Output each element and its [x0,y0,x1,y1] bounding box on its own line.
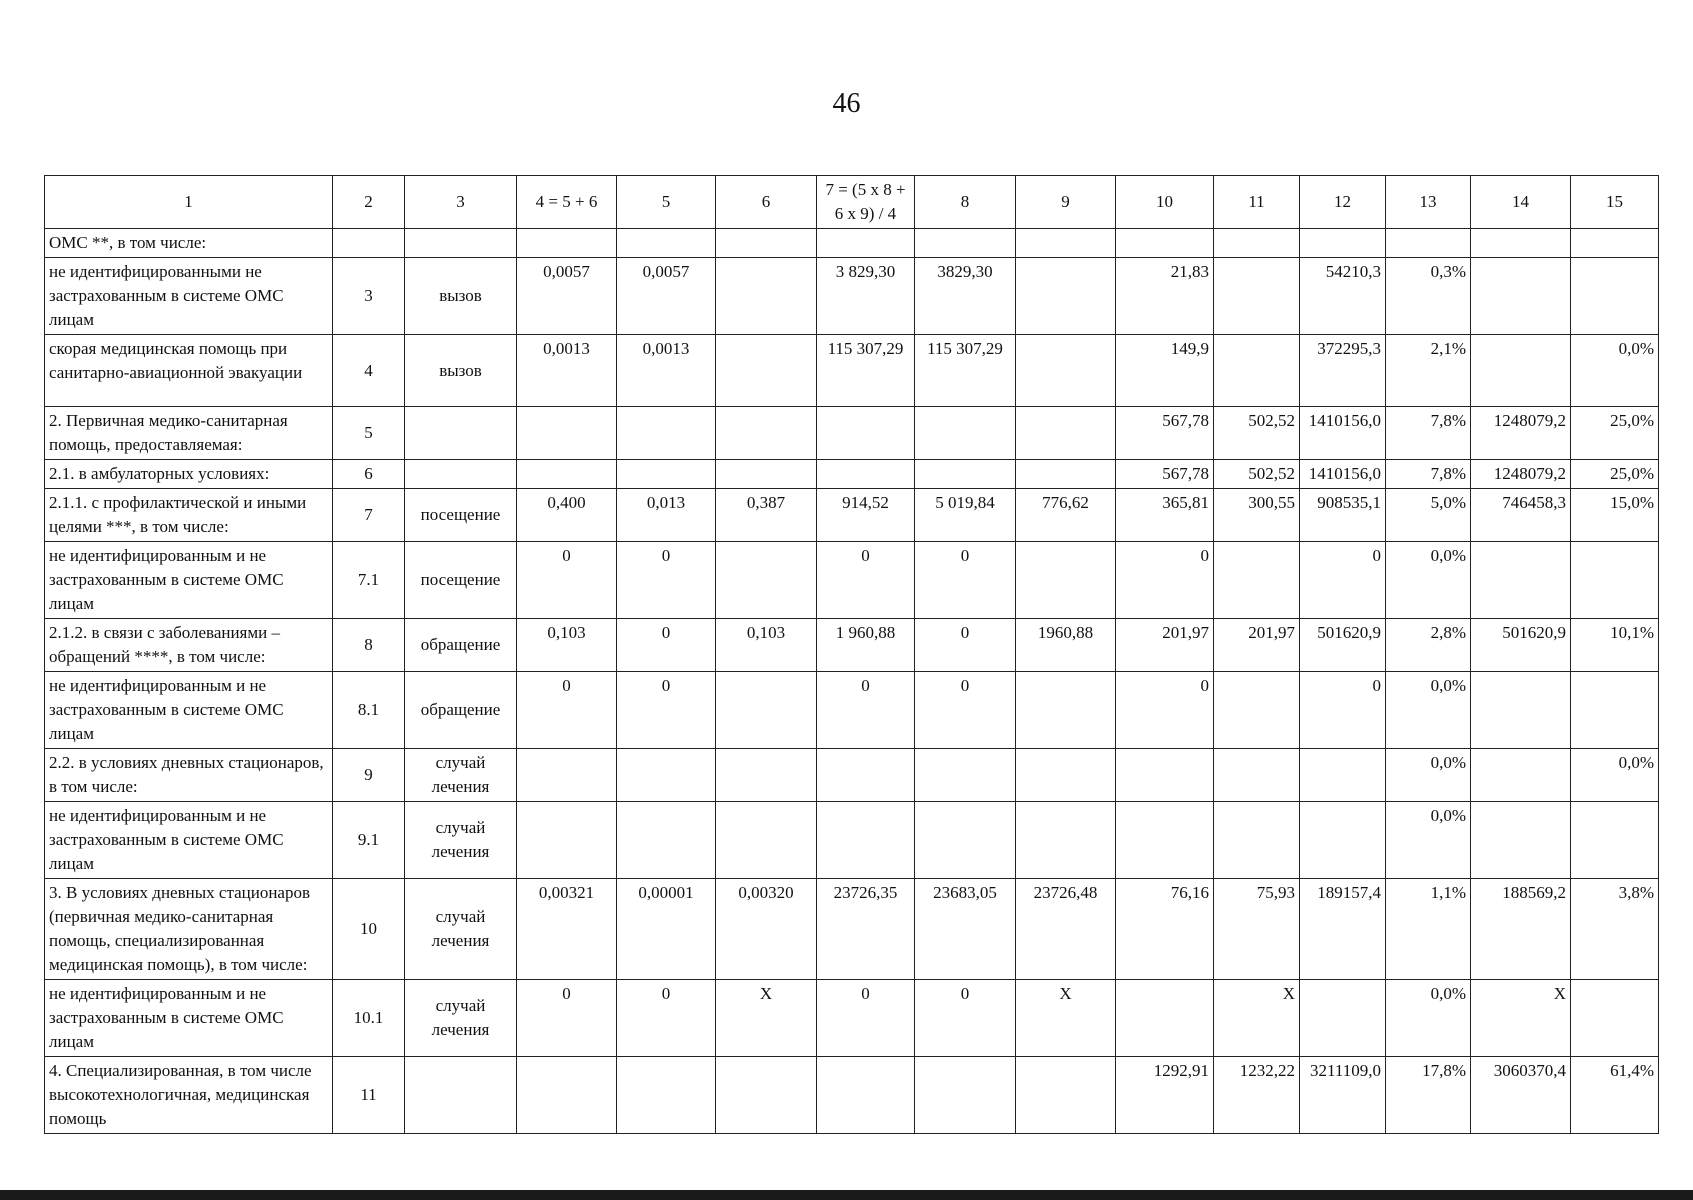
unit-cell: вызов [405,335,517,407]
value-cell [517,229,617,258]
value-cell: 0,0% [1386,802,1471,879]
header-cell: 15 [1571,176,1659,229]
table-row [45,802,1659,879]
unit-cell: обращение [405,619,517,672]
value-cell [617,407,716,460]
value-cell: 76,16 [1116,879,1214,980]
value-cell [915,407,1016,460]
row-number: 9.1 [333,802,405,879]
value-cell: 21,83 [1116,258,1214,335]
value-cell: 776,62 [1016,489,1116,542]
value-cell: 1960,88 [1016,619,1116,672]
value-cell: 201,97 [1116,619,1214,672]
row-number: 8.1 [333,672,405,749]
table-row [45,460,1659,489]
value-cell [617,1057,716,1134]
value-cell [1471,335,1571,407]
value-cell [1471,802,1571,879]
header-cell: 7 = (5 х 8 + 6 х 9) / 4 [817,176,915,229]
value-cell [817,802,915,879]
value-cell: 0,0% [1386,980,1471,1057]
value-cell: 0 [1300,542,1386,619]
row-number: 11 [333,1057,405,1134]
value-cell: 0,00001 [617,879,716,980]
value-cell: 75,93 [1214,879,1300,980]
value-cell [1016,258,1116,335]
value-cell [1016,460,1116,489]
header-cell: 9 [1016,176,1116,229]
unit-cell: посещение [405,489,517,542]
header-row [45,176,1659,229]
value-cell: 0,3% [1386,258,1471,335]
value-cell [1214,542,1300,619]
value-cell [1116,980,1214,1057]
value-cell: 0 [617,619,716,672]
unit-cell [405,407,517,460]
value-cell [1300,229,1386,258]
value-cell: 0 [517,672,617,749]
header-cell: 1 [45,176,333,229]
value-cell: 501620,9 [1300,619,1386,672]
value-cell [517,749,617,802]
value-cell: 189157,4 [1300,879,1386,980]
value-cell [1571,672,1659,749]
value-cell: 0 [517,542,617,619]
value-cell [617,229,716,258]
value-cell [817,407,915,460]
value-cell [1214,672,1300,749]
value-cell: 5 019,84 [915,489,1016,542]
value-cell: 0,0% [1386,672,1471,749]
table-row [45,335,1659,407]
value-cell: 567,78 [1116,407,1214,460]
unit-cell: посещение [405,542,517,619]
row-description: не идентифицированным и не застрахованным в системе ОМС лицам [45,980,333,1057]
value-cell: 23726,48 [1016,879,1116,980]
value-cell: 1248079,2 [1471,407,1571,460]
value-cell [517,802,617,879]
value-cell [817,460,915,489]
value-cell: 1,1% [1386,879,1471,980]
value-cell [716,460,817,489]
value-cell: 0,103 [517,619,617,672]
table-row [45,229,1659,258]
value-cell: 0,0% [1386,749,1471,802]
value-cell: 0,0013 [517,335,617,407]
value-cell [1471,749,1571,802]
value-cell: 54210,3 [1300,258,1386,335]
value-cell: 0,0% [1571,335,1659,407]
value-cell: 115 307,29 [817,335,915,407]
page-number: 46 [832,88,861,119]
value-cell [915,1057,1016,1134]
value-cell: 0,0057 [617,258,716,335]
value-cell: 502,52 [1214,407,1300,460]
value-cell: 372295,3 [1300,335,1386,407]
row-number: 8 [333,619,405,672]
value-cell: Х [716,980,817,1057]
value-cell: Х [1214,980,1300,1057]
value-cell: 0,0057 [517,258,617,335]
value-cell: 365,81 [1116,489,1214,542]
value-cell: 0 [1116,542,1214,619]
value-cell: 201,97 [1214,619,1300,672]
value-cell: 914,52 [817,489,915,542]
value-cell [1300,802,1386,879]
header-cell: 5 [617,176,716,229]
value-cell [716,542,817,619]
value-cell: 300,55 [1214,489,1300,542]
value-cell: 0,387 [716,489,817,542]
unit-cell: вызов [405,258,517,335]
value-cell [716,802,817,879]
value-cell: 746458,3 [1471,489,1571,542]
table-row [45,1057,1659,1134]
value-cell: 501620,9 [1471,619,1571,672]
value-cell: 115 307,29 [915,335,1016,407]
value-cell [716,672,817,749]
header-cell: 4 = 5 + 6 [517,176,617,229]
header-cell: 3 [405,176,517,229]
value-cell: 0 [617,980,716,1057]
value-cell: 0,013 [617,489,716,542]
value-cell: 25,0% [1571,407,1659,460]
value-cell: 61,4% [1571,1057,1659,1134]
value-cell: 0 [915,672,1016,749]
value-cell [1571,980,1659,1057]
value-cell [1571,229,1659,258]
value-cell [915,749,1016,802]
value-cell [1214,335,1300,407]
value-cell: 0 [915,619,1016,672]
table-row [45,407,1659,460]
row-description: не идентифицированным и не застрахованным в системе ОМС лицам [45,542,333,619]
row-number: 3 [333,258,405,335]
header-cell: 13 [1386,176,1471,229]
value-cell: 3211109,0 [1300,1057,1386,1134]
unit-cell [405,229,517,258]
value-cell: 25,0% [1571,460,1659,489]
value-cell [1214,749,1300,802]
value-cell: 908535,1 [1300,489,1386,542]
value-cell: 15,0% [1571,489,1659,542]
value-cell: 1232,22 [1214,1057,1300,1134]
value-cell: 0,103 [716,619,817,672]
value-cell [716,749,817,802]
value-cell [1016,1057,1116,1134]
header-cell: 11 [1214,176,1300,229]
row-number: 7.1 [333,542,405,619]
value-cell: 0,00320 [716,879,817,980]
value-cell [1386,229,1471,258]
unit-cell: обращение [405,672,517,749]
value-cell: 188569,2 [1471,879,1571,980]
row-description: не идентифицированным и не застрахованным в системе ОМС лицам [45,672,333,749]
row-description: ОМС **, в том числе: [45,229,333,258]
table-row [45,489,1659,542]
value-cell: 23726,35 [817,879,915,980]
value-cell [817,229,915,258]
row-number: 10.1 [333,980,405,1057]
row-description: 2.1. в амбулаторных условиях: [45,460,333,489]
value-cell [1300,749,1386,802]
value-cell: 10,1% [1571,619,1659,672]
value-cell: 3829,30 [915,258,1016,335]
value-cell: 1410156,0 [1300,407,1386,460]
value-cell: 0 [1116,672,1214,749]
unit-cell [405,460,517,489]
value-cell: 23683,05 [915,879,1016,980]
value-cell [1571,542,1659,619]
scan-edge-bar [0,1190,1693,1200]
value-cell [1571,802,1659,879]
value-cell [1016,749,1116,802]
value-cell: 0 [817,672,915,749]
unit-cell: случай лечения [405,749,517,802]
value-cell: 3060370,4 [1471,1057,1571,1134]
value-cell [1214,802,1300,879]
value-cell [817,1057,915,1134]
row-number: 9 [333,749,405,802]
value-cell: 3 829,30 [817,258,915,335]
value-cell [817,749,915,802]
value-cell [915,229,1016,258]
value-cell: Х [1016,980,1116,1057]
value-cell: 0 [517,980,617,1057]
row-description: скорая медицинская помощь при санитарно-авиационной эвакуации [45,335,333,407]
header-cell: 8 [915,176,1016,229]
value-cell: 0 [915,542,1016,619]
unit-cell: случай лечения [405,879,517,980]
value-cell [617,460,716,489]
row-number: 7 [333,489,405,542]
table-row [45,980,1659,1057]
value-cell: 0 [617,542,716,619]
value-cell: 0 [915,980,1016,1057]
value-cell [1300,980,1386,1057]
row-description: 3. В условиях дневных стационаров (первичная медико-санитарная помощь, специализированная медицинская помощь), в том числе: [45,879,333,980]
value-cell: 7,8% [1386,460,1471,489]
value-cell: 149,9 [1116,335,1214,407]
header-cell: 14 [1471,176,1571,229]
value-cell [1016,229,1116,258]
value-cell [1116,802,1214,879]
value-cell: 0,0% [1386,542,1471,619]
value-cell: 0 [817,542,915,619]
value-cell: 0,400 [517,489,617,542]
value-cell: 2,1% [1386,335,1471,407]
value-cell: 1 960,88 [817,619,915,672]
value-cell [1214,258,1300,335]
value-cell [517,1057,617,1134]
value-cell [1016,407,1116,460]
value-cell [716,229,817,258]
header-cell: 10 [1116,176,1214,229]
value-cell [617,802,716,879]
row-number: 5 [333,407,405,460]
value-cell [1016,802,1116,879]
value-cell [716,407,817,460]
value-cell [1471,258,1571,335]
row-description: не идентифицированными не застрахованным в системе ОМС лицам [45,258,333,335]
value-cell [915,802,1016,879]
value-cell: 502,52 [1214,460,1300,489]
value-cell [617,749,716,802]
value-cell: 0 [617,672,716,749]
value-cell: 1292,91 [1116,1057,1214,1134]
value-cell [1571,258,1659,335]
value-cell: 0,0% [1571,749,1659,802]
table-row [45,619,1659,672]
unit-cell: случай лечения [405,980,517,1057]
table-row [45,258,1659,335]
value-cell [716,335,817,407]
row-description: 2.1.2. в связи с заболеваниями – обращений ****, в том числе: [45,619,333,672]
header-cell: 2 [333,176,405,229]
value-cell [517,460,617,489]
value-cell [517,407,617,460]
value-cell [915,460,1016,489]
row-number: 6 [333,460,405,489]
value-cell: 3,8% [1571,879,1659,980]
value-cell [1471,229,1571,258]
row-description: не идентифицированным и не застрахованным в системе ОМС лицам [45,802,333,879]
value-cell: 17,8% [1386,1057,1471,1134]
row-description: 2.2. в условиях дневных стационаров, в том числе: [45,749,333,802]
value-cell [1116,749,1214,802]
value-cell [716,1057,817,1134]
value-cell: 0 [817,980,915,1057]
data-table [44,175,1659,1134]
value-cell: 7,8% [1386,407,1471,460]
unit-cell [405,1057,517,1134]
row-number: 10 [333,879,405,980]
value-cell: 0 [1300,672,1386,749]
table-row [45,749,1659,802]
value-cell: Х [1471,980,1571,1057]
value-cell [1016,672,1116,749]
value-cell [1471,542,1571,619]
header-cell: 12 [1300,176,1386,229]
value-cell [1471,672,1571,749]
value-cell: 0,00321 [517,879,617,980]
value-cell [716,258,817,335]
row-number: 4 [333,335,405,407]
table-row [45,672,1659,749]
unit-cell: случай лечения [405,802,517,879]
value-cell: 1248079,2 [1471,460,1571,489]
row-description: 2. Первичная медико-санитарная помощь, предоставляемая: [45,407,333,460]
row-description: 2.1.1. с профилактической и иными целями ***, в том числе: [45,489,333,542]
table-row [45,879,1659,980]
value-cell [1214,229,1300,258]
value-cell: 2,8% [1386,619,1471,672]
header-cell: 6 [716,176,817,229]
value-cell [1016,542,1116,619]
value-cell: 1410156,0 [1300,460,1386,489]
row-number [333,229,405,258]
table-row [45,542,1659,619]
value-cell [1116,229,1214,258]
value-cell: 0,0013 [617,335,716,407]
value-cell: 5,0% [1386,489,1471,542]
row-description: 4. Специализированная, в том числе высокотехнологичная, медицинская помощь [45,1057,333,1134]
value-cell [1016,335,1116,407]
value-cell: 567,78 [1116,460,1214,489]
